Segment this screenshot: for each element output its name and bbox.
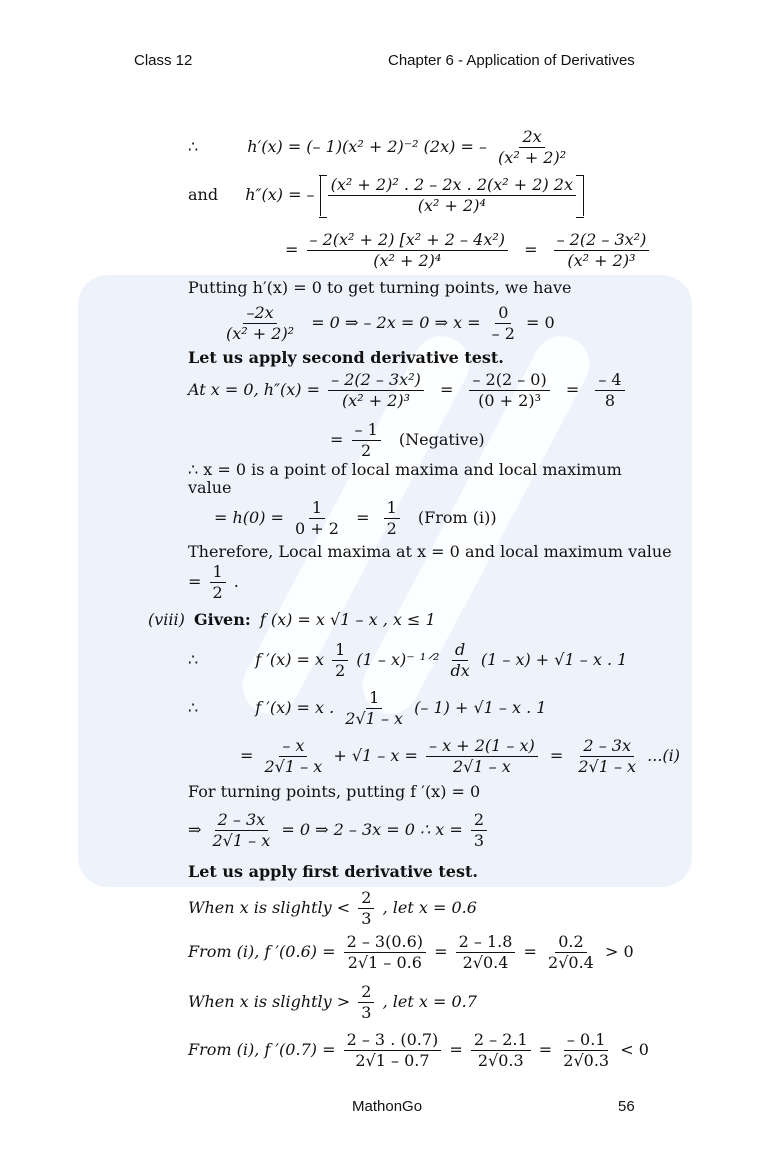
fraction: $\frac{\text{– 2(2 – 3x²)}}{\text{(x² + 2)³}}$ (328, 370, 424, 411)
equation-line-19: ⇒ $\frac{2 - 3x}{2√1 - x}$ = 0 ⇒ 2 – 3x = 0 ∴ x = $\frac{2}{3}$ (188, 810, 490, 851)
fraction: $\frac{\text{– 2(2 – 3x²)}}{\text{(x² + 2)³}}$ (554, 230, 650, 271)
fraction: $\frac{- x + 2(1 - x)}{2√1 - x}$ (426, 736, 538, 777)
equation-line-1 (188, 127, 572, 168)
fraction: $\frac{- 2(2 - 0)}{\text{(0 + 2)³}}$ (469, 370, 549, 411)
fraction: $\frac{0}{- 2}$ (491, 303, 515, 343)
fraction: $\frac{2 - 3x}{2√1 - x}$ (212, 810, 271, 850)
equation-line-3 (285, 230, 652, 271)
fraction: $\frac{2 - 3x}{2√1 - x}$ (578, 736, 637, 776)
footer-brand: MathonGo (352, 1098, 423, 1115)
fraction: $\frac{-2x}{\text{(x² + 2)²}}$ (226, 303, 295, 343)
fraction: $\frac{\text{– 2(x² + 2) [x² + 2 – 4x²)}}{\text{(x² + 2)⁴}}$ (307, 230, 509, 271)
annotation: (Negative) (398, 430, 485, 449)
equation-line-16: ∴ f ′(x) = x . $\frac{1}{2√1 - x}$ (– 1) + √1 – x . 1 (188, 688, 547, 728)
fraction: $\frac{- 0.1}{2√0.3}$ (563, 1030, 610, 1070)
square-bracket (320, 175, 584, 216)
equation-line-2 (188, 175, 584, 216)
fraction: $\frac{d}{dx}$ (450, 640, 470, 680)
equation-line-11: = h(0) = $\frac{1}{0 + 2}$ = $\frac{1}{2}$ (From (i)) (214, 498, 497, 538)
fraction: $\frac{- 4}{8}$ (595, 370, 624, 411)
equation-line-22: From (i), f ′(0.6) = $\frac{2 - 3(0.6)}{2√1 - 0.6}$ = $\frac{2 - 1.8}{2√0.4}$ = $\frac{0.2}{2√0.4}$ > 0 (188, 932, 634, 972)
equation-line-17: = $\frac{- x}{2√1 - x}$ + √1 – x = $\frac{- x + 2(1 - x)}{2√1 - x}$ = $\frac{2 - 3x}{2√1 - x}$ ...(i) (240, 736, 681, 776)
expr: = 0 (526, 313, 555, 332)
text-line: ∴ x = 0 is a point of local maxima and local maximum (188, 460, 622, 479)
text-line: value (188, 478, 232, 497)
equation-line-8: = $\frac{- 1}{2}$ (Negative) (330, 420, 485, 460)
fraction: $\frac{\text{(x² + 2)² . 2 – 2x . 2(x² + 2) 2x}}{\text{(x² + 2)⁴}}$ (328, 175, 576, 216)
fraction: $\frac{- x}{2√1 - x}$ (264, 736, 323, 776)
expr: h″(x) = – (245, 185, 315, 204)
header-chapter: Chapter 6 - Application of Derivatives (388, 52, 635, 69)
text-line: Putting h′(x) = 0 to get turning points, we have (188, 278, 572, 297)
equation-line-7: At x = 0, h″(x) = $\frac{\text{– 2(2 – 3x²)}}{\text{(x² + 2)³}}$ = $\frac{- 2(2 - 0)}{\text{(0 + 2)³}}$ = $\frac{- 4}{8}$ (188, 370, 628, 411)
section-heading: Let us apply second derivative test. (188, 348, 504, 367)
fraction: $\frac{2}{3}$ (471, 810, 487, 851)
fraction: $\frac{1}{2}$ (384, 498, 400, 539)
fraction: $\frac{- 1}{2}$ (352, 420, 381, 461)
equation-line-13: = $\frac{1}{2}$ . (188, 562, 239, 602)
equation-line-14: (viii) Given: f (x) = x √1 – x , x ≤ 1 (148, 610, 436, 629)
text-line: Therefore, Local maxima at x = 0 and local maximum value (188, 542, 672, 561)
fraction: $\frac{2 - 1.8}{2√0.4}$ (456, 932, 516, 973)
fraction: $\frac{2 - 3(0.6)}{2√1 - 0.6}$ (344, 932, 426, 973)
expr: = 0 ⇒ – 2x = 0 ⇒ x = (311, 313, 481, 332)
fraction: $\frac{1}{2}$ (332, 640, 348, 681)
therefore-symbol: ∴ (188, 137, 199, 156)
fraction: $\frac{1}{2}$ (210, 562, 226, 603)
fraction: $\frac{1}{2√1 - x}$ (345, 688, 404, 728)
header-class: Class 12 (134, 52, 193, 69)
given-label: Given: (193, 610, 251, 629)
equation-line-23: When x is slightly > $\frac{2}{3}$ , let x = 0.7 (188, 982, 477, 1022)
fraction: $\frac{2 - 2.1}{2√0.3}$ (471, 1030, 531, 1071)
fraction: $\frac{2}{3}$ (358, 888, 374, 929)
expr: At x = 0, h″(x) = (188, 380, 321, 399)
and-label: and (188, 185, 219, 204)
page-number: 56 (618, 1098, 635, 1115)
fraction: $\frac{1}{0 + 2}$ (295, 498, 339, 538)
expr: h′(x) = (– 1)(x² + 2)⁻² (2x) = – (247, 137, 487, 156)
equation-line-24: From (i), f ′(0.7) = $\frac{2 - 3 . (0.7)}{2√1 - 0.7}$ = $\frac{2 - 2.1}{2√0.3}$ = $\frac{- 0.1}{2√0.3}$ < 0 (188, 1030, 649, 1070)
fraction: $\frac{2x}{\text{(x² + 2)²}}$ (498, 127, 567, 167)
equation-line-15: ∴ f ′(x) = x $\frac{1}{2}$ (1 – x)⁻ ¹ᐟ² $\frac{d}{dx}$ (1 – x) + √1 – x . 1 (188, 640, 628, 680)
fraction: $\frac{2 - 3 . (0.7)}{2√1 - 0.7}$ (344, 1030, 442, 1071)
part-label: (viii) (148, 610, 185, 629)
equals: = (285, 240, 299, 259)
section-heading: Let us apply first derivative test. (188, 862, 478, 881)
equation-line-21: When x is slightly < $\frac{2}{3}$ , let x = 0.6 (188, 888, 477, 928)
equation-line-5 (220, 303, 555, 344)
fraction: $\frac{0.2}{2√0.4}$ (548, 932, 594, 972)
text-line: For turning points, putting f ′(x) = 0 (188, 782, 481, 801)
fraction: $\frac{2}{3}$ (358, 982, 374, 1023)
equals: = (524, 240, 538, 259)
